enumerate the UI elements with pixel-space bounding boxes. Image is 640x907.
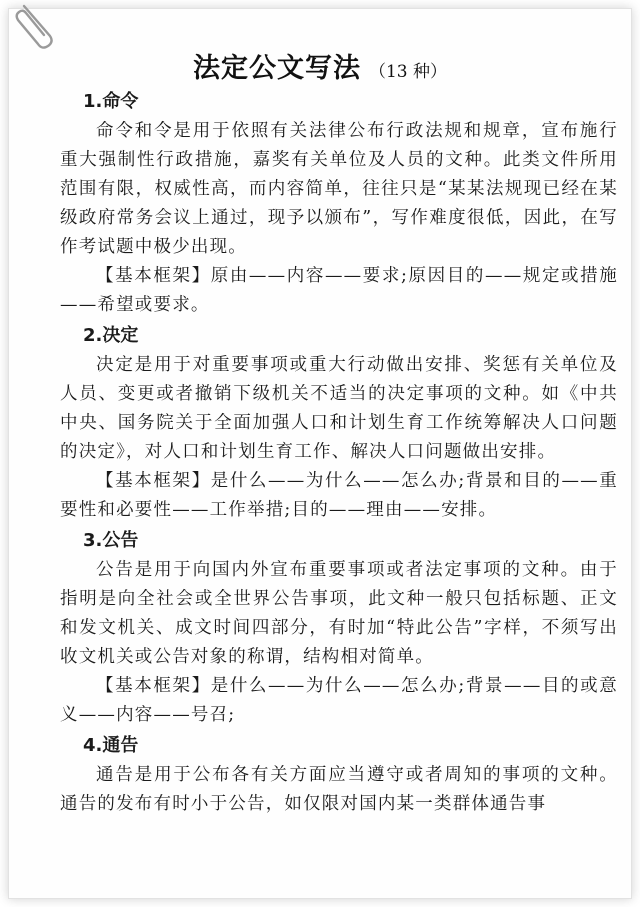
- section-paragraph: 命令和令是用于依照有关法律公布行政法规和规章，宣布施行重大强制性行政措施，嘉奖有关单位及人员的文种。此类文件所用范围有限，权威性高，而内容简单，往往只是“某某法规现已经在某级政府常务会议上通过，现予以颁布”，写作难度很低，因此，在写作考试题中极少出现。: [60, 121, 618, 257]
- page-subtitle: （13 种）: [368, 62, 448, 82]
- section-gonggao: [60, 526, 618, 730]
- paperclip-icon: [10, 2, 56, 52]
- framework-paragraph: 【基本框架】是什么——为什么——怎么办;背景——目的或意义——内容——号召;: [60, 676, 618, 725]
- section-heading: 4.通告: [83, 735, 139, 756]
- section-mingling: [60, 87, 618, 320]
- framework-paragraph: 【基本框架】是什么——为什么——怎么办;背景和目的——重要性和必要性——工作举措;目的——理由——安排。: [60, 471, 618, 520]
- framework-paragraph: 【基本框架】原由——内容——要求;原因目的——规定或措施——希望或要求。: [60, 266, 618, 315]
- title-row: [0, 46, 640, 85]
- section-tonggao: [60, 731, 618, 819]
- document-body: [60, 86, 618, 819]
- section-heading: 2.决定: [83, 325, 139, 346]
- section-heading: 1.命令: [83, 91, 139, 112]
- section-jueding: [60, 321, 618, 525]
- section-heading: 3.公告: [83, 530, 139, 551]
- page-title: 法定公文写法: [192, 53, 361, 84]
- section-paragraph: 公告是用于向国内外宣布重要事项或者法定事项的文种。由于指明是向全社会或全世界公告事项，此文种一般只包括标题、正文和发文机关、成文时间四部分，有时加“特此公告”字样，不须写出收文机关或公告对象的称谓，结构相对简单。: [60, 560, 618, 667]
- section-paragraph: 决定是用于对重要事项或重大行动做出安排、奖惩有关单位及人员、变更或者撤销下级机关不适当的决定事项的文种。如《中共中央、国务院关于全面加强人口和计划生育工作统筹解决人口问题的决定》，对人口和计划生育工作、解决人口问题做出安排。: [60, 355, 618, 462]
- section-paragraph: 通告是用于公布各有关方面应当遵守或者周知的事项的文种。通告的发布有时小于公告，如仅限对国内某一类群体通告事: [60, 765, 618, 814]
